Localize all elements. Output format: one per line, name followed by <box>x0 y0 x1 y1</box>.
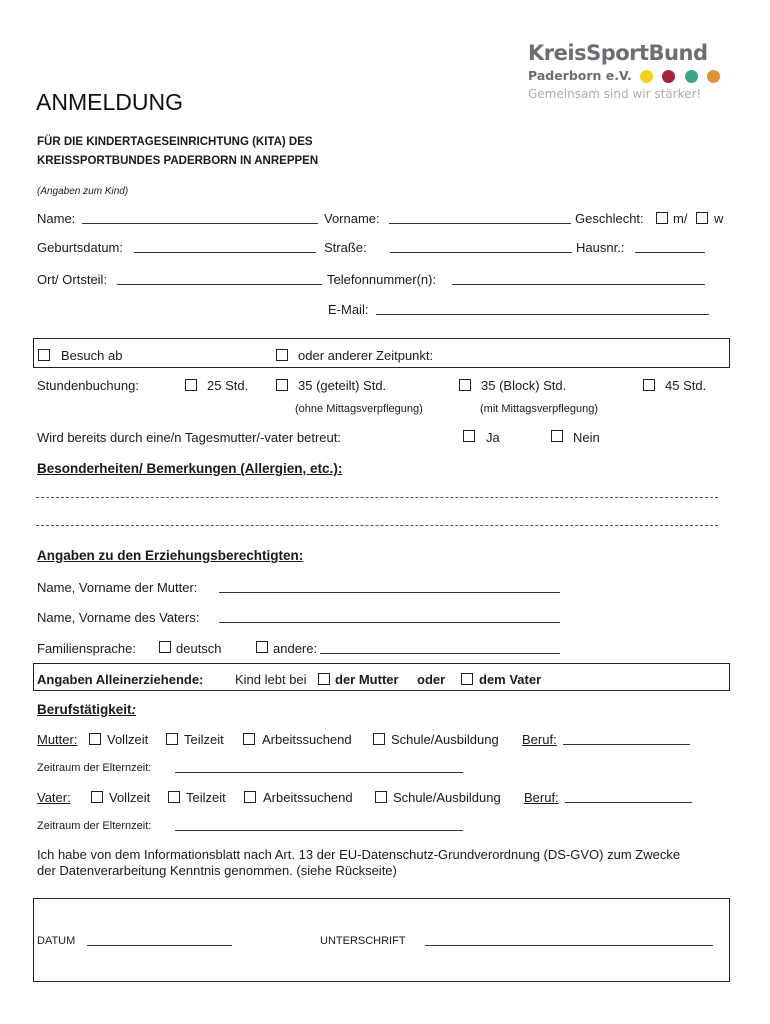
berufstaetigkeit-heading-text: Berufstätigkeit <box>37 702 132 717</box>
geschlecht-m-label: m/ <box>673 211 688 226</box>
vater-teilzeit-checkbox[interactable] <box>168 791 180 803</box>
vater-teilzeit-label: Teilzeit <box>186 790 226 805</box>
mutter-elternzeit-field[interactable] <box>175 762 463 773</box>
vater-vollzeit-label: Vollzeit <box>109 790 151 805</box>
vater-name-label: Name, Vorname des Vaters: <box>37 610 200 625</box>
vorname-field[interactable] <box>389 213 571 224</box>
email-field[interactable] <box>376 304 709 315</box>
vater-arbeitssuchend-checkbox[interactable] <box>244 791 256 803</box>
name-field[interactable] <box>82 213 318 224</box>
subtitle-line1: FÜR DIE KINDERTAGESEINRICHTUNG (KITA) DES <box>37 136 313 148</box>
vater-name-field[interactable] <box>219 612 560 623</box>
vater-elternzeit-label: Zeitraum der Elternzeit: <box>37 820 152 832</box>
logo-slogan: Gemeinsam sind wir stärker! <box>528 87 702 101</box>
datum-field[interactable] <box>87 935 232 946</box>
lebt-bei-vater-checkbox[interactable] <box>461 673 473 685</box>
mutter-schule-label: Schule/Ausbildung <box>391 732 499 747</box>
anderer-zeitpunkt-label: oder anderer Zeitpunkt: <box>298 348 434 363</box>
hours-35-block-label: 35 (Block) Std. <box>481 378 567 393</box>
tagesmutter-ja-label: Ja <box>486 430 500 445</box>
logo-dot-green <box>685 70 698 83</box>
besuch-label: Besuch ab <box>61 348 123 363</box>
ort-label: Ort/ Ortsteil: <box>37 272 108 287</box>
mutter-arbeitssuchend-label: Arbeitssuchend <box>262 732 352 747</box>
mutter-teilzeit-label: Teilzeit <box>184 732 224 747</box>
mutter-beruf-label: Beruf: <box>522 732 557 747</box>
andere-label: andere: <box>273 641 318 656</box>
tagesmutter-ja-checkbox[interactable] <box>463 430 475 442</box>
tagesmutter-nein-label: Nein <box>573 430 600 445</box>
besuch-checkbox[interactable] <box>38 349 50 361</box>
hausnr-field[interactable] <box>635 242 705 253</box>
name-label: Name: <box>37 211 76 226</box>
unterschrift-label: UNTERSCHRIFT <box>320 935 406 947</box>
geschlecht-m-checkbox[interactable] <box>656 212 668 224</box>
tagesmutter-nein-checkbox[interactable] <box>551 430 563 442</box>
hausnr-label: Hausnr.: <box>576 240 625 255</box>
remarks-line-1[interactable] <box>36 497 718 498</box>
tagesmutter-question: Wird bereits durch eine/n Tagesmutter/-vater betreut: <box>37 430 341 445</box>
hours-25-label: 25 Std. <box>207 378 249 393</box>
logo-dot-red <box>662 70 675 83</box>
oder-text: oder <box>417 672 446 687</box>
anderer-zeitpunkt-checkbox[interactable] <box>276 349 288 361</box>
vater-schule-checkbox[interactable] <box>375 791 387 803</box>
work-mutter-label: Mutter: <box>37 732 78 747</box>
mutter-teilzeit-checkbox[interactable] <box>166 733 178 745</box>
strasse-field[interactable] <box>390 242 572 253</box>
vater-beruf-label: Beruf: <box>524 790 559 805</box>
remarks-heading: Besonderheiten/ Bemerkungen (Allergien, etc.): <box>37 461 343 476</box>
logo-title: KreisSportBund <box>528 41 708 65</box>
vater-vollzeit-checkbox[interactable] <box>91 791 103 803</box>
telefon-label: Telefonnummer(n): <box>327 272 437 287</box>
andere-field[interactable] <box>320 643 560 654</box>
andere-checkbox[interactable] <box>256 641 268 653</box>
hours-45-label: 45 Std. <box>665 378 707 393</box>
geburtsdatum-field[interactable] <box>134 242 316 253</box>
subtitle-line2: KREISSPORTBUNDES PADERBORN IN ANREPPEN <box>37 155 319 167</box>
mutter-vollzeit-checkbox[interactable] <box>89 733 101 745</box>
privacy-line-2: der Datenverarbeitung Kenntnis genommen. (siehe Rückseite) <box>37 863 397 878</box>
hours-35-block-checkbox[interactable] <box>459 379 471 391</box>
geschlecht-label: Geschlecht: <box>575 211 644 226</box>
child-note: (Angaben zum Kind) <box>37 186 129 197</box>
kind-lebt-bei-text: Kind lebt bei <box>235 672 307 687</box>
logo-dot-yellow <box>640 70 653 83</box>
geschlecht-w-checkbox[interactable] <box>696 212 708 224</box>
vater-elternzeit-field[interactable] <box>175 820 463 831</box>
alleinerziehende-label: Angaben Alleinerziehende: <box>37 672 204 687</box>
note-ohne-mittag: (ohne Mittagsverpflegung) <box>295 403 423 415</box>
mutter-beruf-field[interactable] <box>563 734 690 745</box>
guardians-heading: Angaben zu den Erziehungsberechtigten: <box>37 548 304 563</box>
remarks-line-2[interactable] <box>36 525 718 526</box>
mutter-name-field[interactable] <box>219 582 560 593</box>
mutter-arbeitssuchend-checkbox[interactable] <box>243 733 255 745</box>
stundenbuchung-label: Stundenbuchung: <box>37 378 139 393</box>
hours-45-checkbox[interactable] <box>643 379 655 391</box>
deutsch-label: deutsch <box>176 641 222 656</box>
email-label: E-Mail: <box>328 302 369 317</box>
geburtsdatum-label: Geburtsdatum: <box>37 240 123 255</box>
lebt-bei-mutter-checkbox[interactable] <box>318 673 330 685</box>
privacy-line-1: Ich habe von dem Informationsblatt nach Art. 13 der EU-Datenschutz-Grundverordnung (DS-GVO) zum Zwecke <box>37 847 681 862</box>
logo-subtitle: Paderborn e.V. <box>528 68 632 83</box>
hours-35-geteilt-checkbox[interactable] <box>276 379 288 391</box>
deutsch-checkbox[interactable] <box>159 641 171 653</box>
berufstaetigkeit-heading <box>37 702 136 717</box>
hours-25-checkbox[interactable] <box>185 379 197 391</box>
note-mit-mittag: (mit Mittagsverpflegung) <box>480 403 598 415</box>
strasse-label: Straße: <box>324 240 367 255</box>
page-title: ANMELDUNG <box>36 89 183 115</box>
vater-beruf-field[interactable] <box>565 792 692 803</box>
lebt-bei-vater-label: dem Vater <box>479 672 542 687</box>
geschlecht-w-label: w <box>714 211 724 226</box>
berufstaetigkeit-heading-colon: : <box>131 702 137 717</box>
lebt-bei-mutter-label: der Mutter <box>335 672 399 687</box>
mutter-vollzeit-label: Vollzeit <box>107 732 149 747</box>
ort-field[interactable] <box>117 274 322 285</box>
datum-label: DATUM <box>37 935 76 947</box>
unterschrift-field[interactable] <box>425 935 713 946</box>
vater-schule-label: Schule/Ausbildung <box>393 790 501 805</box>
hours-35-geteilt-label: 35 (geteilt) Std. <box>298 378 387 393</box>
mutter-elternzeit-label: Zeitraum der Elternzeit: <box>37 762 152 774</box>
work-vater-label: Vater: <box>37 790 71 805</box>
familiensprache-label: Familiensprache: <box>37 641 136 656</box>
telefon-field[interactable] <box>452 274 705 285</box>
mutter-name-label: Name, Vorname der Mutter: <box>37 580 198 595</box>
vorname-label: Vorname: <box>324 211 380 226</box>
mutter-schule-checkbox[interactable] <box>373 733 385 745</box>
vater-arbeitssuchend-label: Arbeitssuchend <box>263 790 353 805</box>
logo-dot-orange <box>707 70 720 83</box>
